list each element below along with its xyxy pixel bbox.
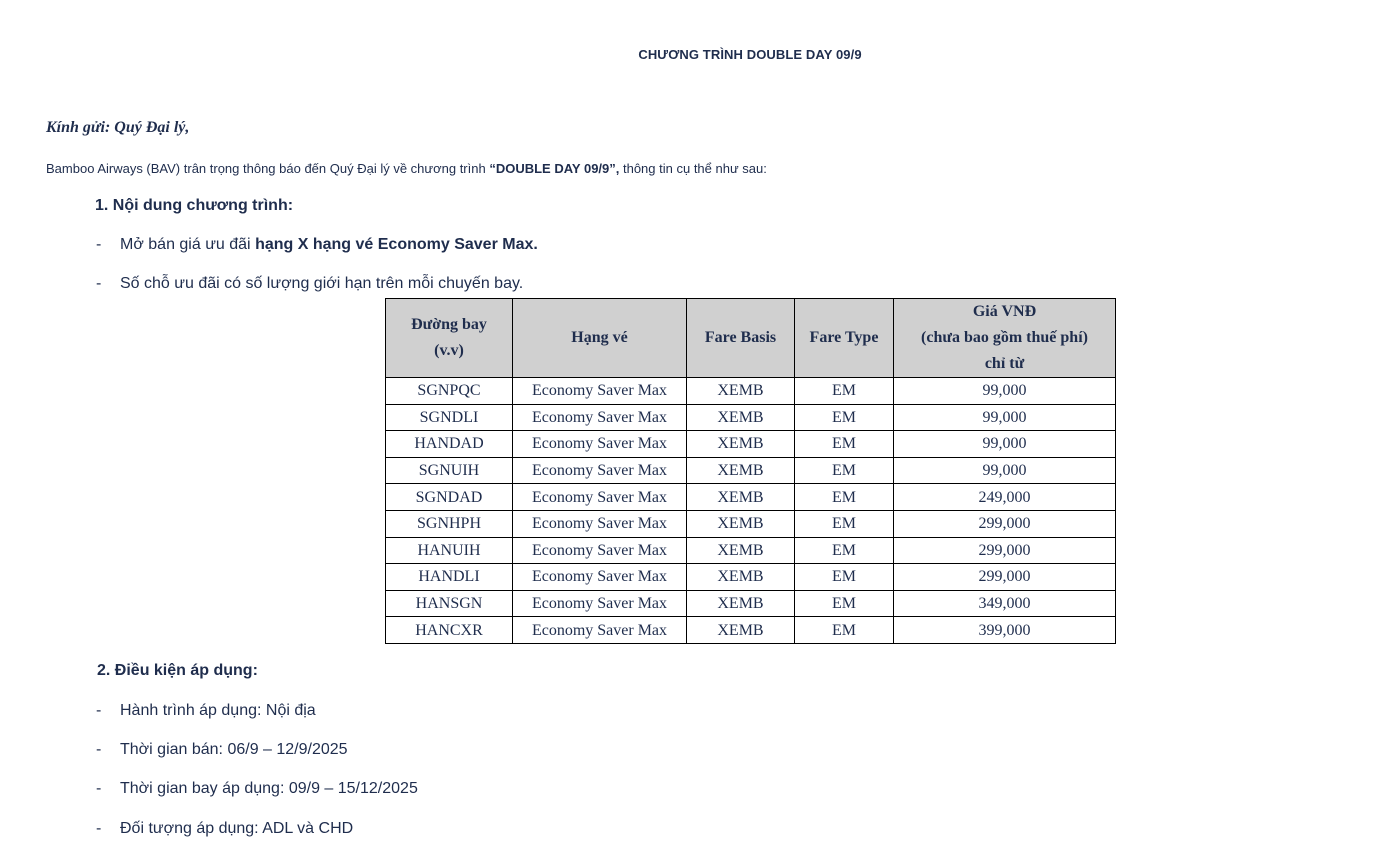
cell-class: Economy Saver Max — [513, 378, 687, 405]
cell-route: HANDAD — [386, 431, 513, 458]
cell-price: 349,000 — [894, 590, 1116, 617]
section1-heading: 1. Nội dung chương trình: — [95, 197, 294, 214]
bullet-text: Thời gian bay áp dụng: 09/9 – 15/12/2025 — [120, 780, 418, 797]
cell-basis: XEMB — [687, 484, 795, 511]
cell-class: Economy Saver Max — [513, 590, 687, 617]
cell-type: EM — [795, 431, 894, 458]
cell-class: Economy Saver Max — [513, 564, 687, 591]
cell-basis: XEMB — [687, 537, 795, 564]
cell-type: EM — [795, 590, 894, 617]
cell-route: SGNPQC — [386, 378, 513, 405]
cell-route: HANUIH — [386, 537, 513, 564]
fare-table — [385, 298, 1116, 644]
cell-class: Economy Saver Max — [513, 510, 687, 537]
bullet-text: Số chỗ ưu đãi có số lượng giới hạn trên mỗi chuyến bay. — [120, 275, 524, 292]
cell-route: SGNUIH — [386, 457, 513, 484]
intro-text: Bamboo Airways (BAV) trân trọng thông báo đến Quý Đại lý về chương trình — [46, 161, 490, 176]
cell-price: 99,000 — [894, 457, 1116, 484]
cell-type: EM — [795, 510, 894, 537]
table-row — [386, 378, 1116, 405]
table-row — [386, 404, 1116, 431]
bullet-text: Đối tượng áp dụng: ADL và CHD — [120, 820, 354, 837]
cell-price: 399,000 — [894, 617, 1116, 644]
program-name: “DOUBLE DAY 09/9”, — [489, 161, 620, 176]
cell-type: EM — [795, 617, 894, 644]
cell-route: HANDLI — [386, 564, 513, 591]
cell-route: SGNHPH — [386, 510, 513, 537]
cell-type: EM — [795, 378, 894, 405]
cell-route: HANCXR — [386, 617, 513, 644]
bullet-bold-text: hạng X hạng vé Economy Saver Max. — [255, 236, 538, 253]
header-fare-basis: Fare Basis — [687, 299, 795, 378]
table-row — [386, 510, 1116, 537]
cell-price: 299,000 — [894, 564, 1116, 591]
cell-price: 99,000 — [894, 378, 1116, 405]
cell-basis: XEMB — [687, 404, 795, 431]
cell-class: Economy Saver Max — [513, 537, 687, 564]
table-row — [386, 457, 1116, 484]
table-row — [386, 564, 1116, 591]
section1-bullet-2 — [96, 275, 523, 293]
header-price: Giá VNĐ (chưa bao gồm thuế phí) chỉ từ — [894, 299, 1116, 378]
cell-class: Economy Saver Max — [513, 431, 687, 458]
cell-type: EM — [795, 457, 894, 484]
cell-basis: XEMB — [687, 457, 795, 484]
greeting: Kính gửi: Quý Đại lý, — [46, 119, 190, 136]
cell-type: EM — [795, 484, 894, 511]
cell-class: Economy Saver Max — [513, 457, 687, 484]
bullet-dash: - — [96, 780, 102, 797]
bullet-dash: - — [96, 702, 102, 719]
cell-class: Economy Saver Max — [513, 617, 687, 644]
cell-type: EM — [795, 404, 894, 431]
header-route: Đường bay (v.v) — [386, 299, 513, 378]
cell-type: EM — [795, 537, 894, 564]
section1-bullet-1 — [96, 236, 538, 254]
bullet-dash: - — [96, 236, 102, 253]
section2-bullet-3 — [96, 780, 418, 798]
intro-paragraph — [46, 161, 767, 176]
header-fare-type: Fare Type — [795, 299, 894, 378]
cell-route: SGNDAD — [386, 484, 513, 511]
bullet-dash: - — [96, 741, 102, 758]
cell-price: 99,000 — [894, 404, 1116, 431]
table-row — [386, 590, 1116, 617]
cell-basis: XEMB — [687, 510, 795, 537]
bullet-dash: - — [96, 275, 102, 292]
bullet-text: Hành trình áp dụng: Nội địa — [120, 702, 316, 719]
cell-basis: XEMB — [687, 378, 795, 405]
cell-price: 299,000 — [894, 510, 1116, 537]
cell-price: 249,000 — [894, 484, 1116, 511]
cell-basis: XEMB — [687, 617, 795, 644]
cell-basis: XEMB — [687, 431, 795, 458]
table-header-row — [386, 299, 1116, 378]
cell-route: HANSGN — [386, 590, 513, 617]
table-row — [386, 431, 1116, 458]
cell-price: 99,000 — [894, 431, 1116, 458]
section2-heading: 2. Điều kiện áp dụng: — [97, 662, 258, 679]
section2-bullet-4 — [96, 820, 353, 838]
bullet-dash: - — [96, 820, 102, 837]
cell-route: SGNDLI — [386, 404, 513, 431]
section2-bullet-1 — [96, 702, 316, 720]
section2-bullet-2 — [96, 741, 348, 759]
cell-class: Economy Saver Max — [513, 404, 687, 431]
table-row — [386, 484, 1116, 511]
cell-class: Economy Saver Max — [513, 484, 687, 511]
page-title: CHƯƠNG TRÌNH DOUBLE DAY 09/9 — [638, 47, 862, 62]
cell-type: EM — [795, 564, 894, 591]
cell-basis: XEMB — [687, 564, 795, 591]
bullet-text: Thời gian bán: 06/9 – 12/9/2025 — [120, 741, 348, 758]
table-row — [386, 537, 1116, 564]
cell-basis: XEMB — [687, 590, 795, 617]
table-row — [386, 617, 1116, 644]
bullet-text: Mở bán giá ưu đãi — [120, 236, 256, 253]
cell-price: 299,000 — [894, 537, 1116, 564]
header-class: Hạng vé — [513, 299, 687, 378]
intro-text-end: thông tin cụ thể như sau: — [619, 161, 767, 176]
